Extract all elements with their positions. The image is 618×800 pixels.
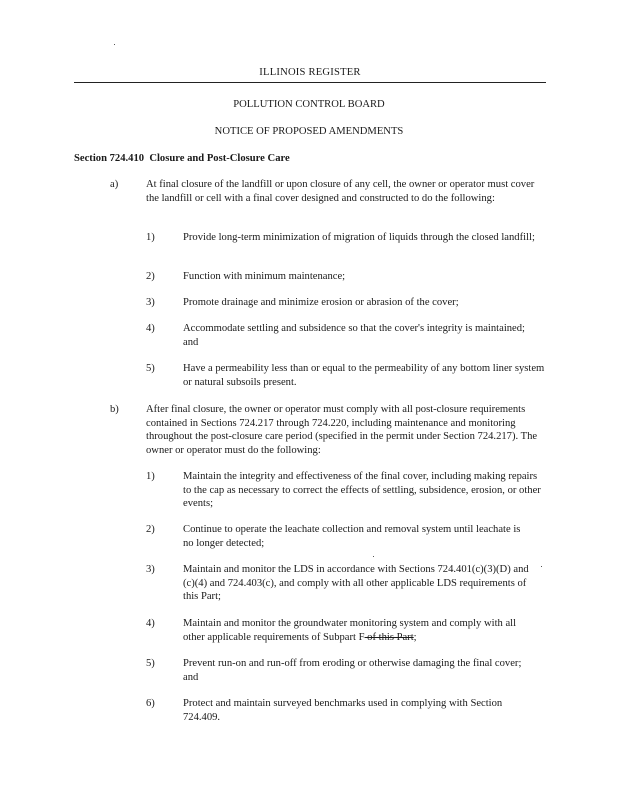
b-item-4-after: ; xyxy=(413,631,417,643)
b-item-6-number: 6) xyxy=(146,698,155,709)
scan-speck xyxy=(373,556,374,557)
a-item-1-text: Provide long-term minimization of migration of liquids through the closed landfill; xyxy=(183,232,535,243)
b-item-3-text: Maintain and monitor the LDS in accordance with Sections 724.401(c)(3)(D) and (c)(4) and 724.403(c), and comply with all other applicable LDS requirements of this Part; xyxy=(183,564,529,603)
register-title: ILLINOIS REGISTER xyxy=(259,67,361,78)
section-heading: Section 724.410 Closure and Post-Closure Care xyxy=(74,153,290,164)
subsection-a-text: At final closure of the landfill or upon closure of any cell, the owner or operator must cover the landfill or cell with a final cover designed and constructed to do the following: xyxy=(146,179,535,204)
a-item-3-text: Promote drainage and minimize erosion or abrasion of the cover; xyxy=(183,297,459,308)
b-item-2-text: Continue to operate the leachate collection and removal system until leachate is no longer detected; xyxy=(183,524,521,549)
subsection-a-label: a) xyxy=(110,179,119,190)
b-item-5-text: Prevent run-on and run-off from eroding or otherwise damaging the final cover; and xyxy=(183,658,522,683)
b-item-4-struck: of this Part xyxy=(364,631,414,643)
subsection-b-label: b) xyxy=(110,404,119,415)
notice-title: NOTICE OF PROPOSED AMENDMENTS xyxy=(214,126,404,137)
subsection-b-text: After final closure, the owner or operator must comply with all post-closure requirements contained in Sections 724.217 through 724.220, including maintenance and monitoring throughout the post-closure care period (specified in the permit under Section 724.217). The owner or operator must do the following: xyxy=(146,404,538,456)
scan-speck xyxy=(114,44,115,45)
b-item-4-text xyxy=(183,617,535,644)
a-item-4-text: Accommodate settling and subsidence so that the cover's integrity is maintained; and xyxy=(183,323,526,348)
b-item-1-text: Maintain the integrity and effectiveness of the final cover, including making repairs to the cap as necessary to correct the effects of settling, subsidence, erosion, or other events; xyxy=(183,471,541,510)
board-title: POLLUTION CONTROL BOARD xyxy=(233,99,385,110)
b-item-1-number: 1) xyxy=(146,471,155,482)
scan-speck xyxy=(541,566,542,567)
header-rule xyxy=(74,82,546,83)
a-item-4-number: 4) xyxy=(146,323,155,334)
a-item-3-number: 3) xyxy=(146,297,155,308)
a-item-2-number: 2) xyxy=(146,271,155,282)
b-item-4-main: Maintain and monitor the groundwater monitoring system and comply with all other applicable requirements of Subpart F xyxy=(183,618,517,643)
b-item-4-number: 4) xyxy=(146,618,155,629)
b-item-3-number: 3) xyxy=(146,564,155,575)
a-item-5-number: 5) xyxy=(146,363,155,374)
b-item-2-number: 2) xyxy=(146,524,155,535)
a-item-1-number: 1) xyxy=(146,232,155,243)
b-item-5-number: 5) xyxy=(146,658,155,669)
a-item-5-text: Have a permeability less than or equal to the permeability of any bottom liner system or natural subsoils present. xyxy=(183,363,545,388)
b-item-6-text: Protect and maintain surveyed benchmarks used in complying with Section 724.409. xyxy=(183,698,503,723)
a-item-2-text: Function with minimum maintenance; xyxy=(183,271,346,282)
